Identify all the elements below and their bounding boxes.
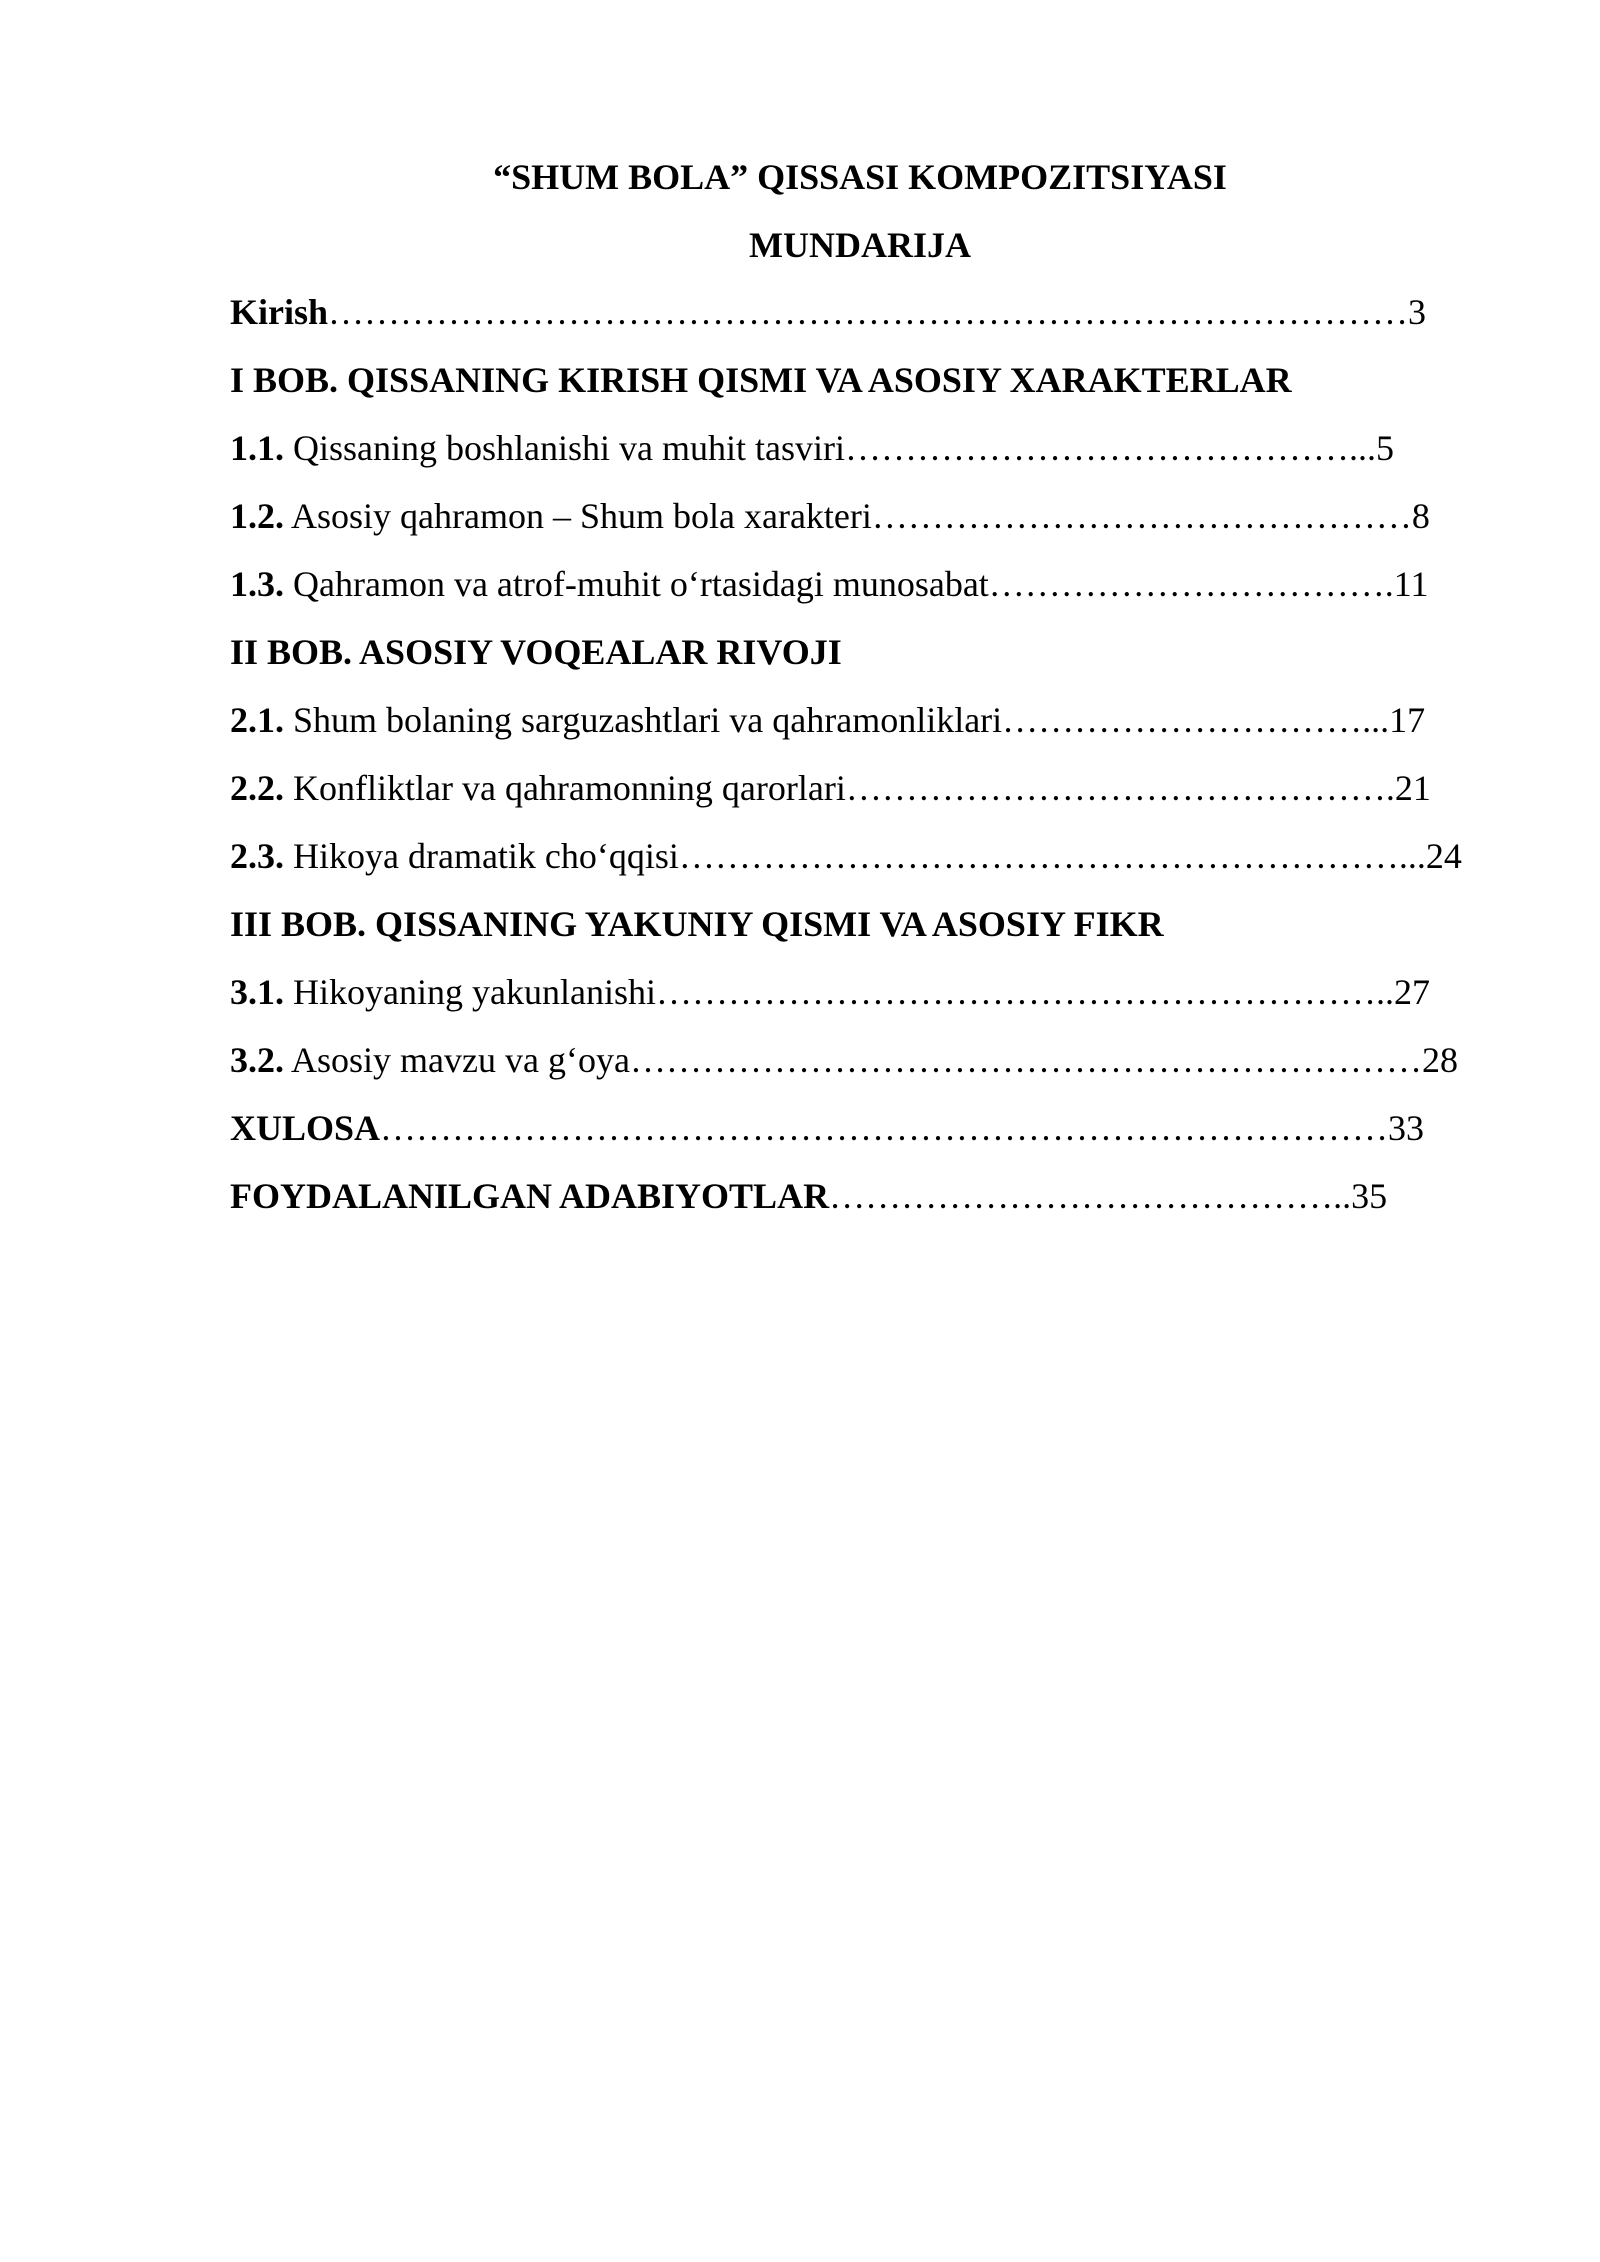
toc-page-number: 28 [1421, 1040, 1458, 1080]
toc-entry-label: Kirish [230, 292, 329, 332]
toc-entry-2-2[interactable] [230, 766, 1431, 810]
toc-page-number: 3 [1408, 292, 1427, 332]
toc-page-number: 27 [1393, 972, 1430, 1012]
toc-entry-3-2[interactable] [230, 1038, 1458, 1082]
toc-dot-leader: ……………………………………………………... [678, 836, 1426, 876]
toc-entry-text: Hikoya dramatik cho‘qqisi [284, 836, 679, 876]
toc-entry-2-1[interactable] [230, 698, 1425, 742]
toc-dot-leader: ……………………………………... [844, 428, 1376, 468]
toc-entry-2-3[interactable] [230, 834, 1462, 878]
toc-entry-label: FOYDALANILGAN ADABIYOTLAR [230, 1176, 830, 1216]
toc-entry-xulosa[interactable] [230, 1106, 1424, 1150]
toc-entry-number: 1.1. [230, 428, 284, 468]
toc-page-number: 24 [1425, 836, 1462, 876]
toc-entry-text: Qahramon va atrof-muhit o‘rtasidagi munosabat [284, 564, 989, 604]
toc-entry-number: 3.2. [230, 1040, 284, 1080]
toc-entry-text: Asosiy qahramon – Shum bola xarakteri [284, 496, 872, 536]
toc-dot-leader: ……………………………………………………………………………… [328, 292, 1409, 332]
toc-entry-number: 1.2. [230, 496, 284, 536]
toc-page-number: 17 [1389, 700, 1426, 740]
toc-chapter-2[interactable]: II BOB. ASOSIY VOQEALAR RIVOJI [230, 632, 842, 672]
toc-dot-leader: ………………………………………. [845, 768, 1395, 808]
toc-entry-1-3[interactable] [230, 562, 1428, 606]
toc-entry-text: Asosiy mavzu va g‘oya [284, 1040, 630, 1080]
toc-page-number: 5 [1375, 428, 1394, 468]
toc-entry-label: XULOSA [230, 1108, 381, 1148]
toc-entry-number: 3.1. [230, 972, 284, 1012]
toc-entry-1-1[interactable] [230, 426, 1394, 470]
toc-dot-leader: ……………………………. [988, 564, 1394, 604]
toc-entry-kirish[interactable] [230, 290, 1426, 334]
toc-entry-number: 2.3. [230, 836, 284, 876]
toc-dot-leader: ………………………………………………………… [629, 1040, 1422, 1080]
toc-page-number: 11 [1393, 564, 1429, 604]
toc-dot-leader: …………………………... [1002, 700, 1390, 740]
toc-heading: MUNDARIJA [749, 225, 971, 265]
toc-dot-leader: ……………………………………… [871, 496, 1412, 536]
toc-entry-text: Qissaning boshlanishi va muhit tasviri [284, 428, 845, 468]
toc-entry-text: Konfliktlar va qahramonning qarorlari [284, 768, 846, 808]
toc-entry-references[interactable] [230, 1174, 1387, 1218]
document-title: “SHUM BOLA” QISSASI KOMPOZITSIYASI [493, 157, 1227, 197]
toc-page-number: 8 [1411, 496, 1430, 536]
toc-entry-text: Shum bolaning sarguzashtlari va qahramonliklari [284, 700, 1003, 740]
toc-page-number: 35 [1351, 1176, 1388, 1216]
toc-dot-leader: ………………………………………………………………………… [380, 1108, 1389, 1148]
toc-entry-text: Hikoyaning yakunlanishi [284, 972, 656, 1012]
toc-chapter-3[interactable]: III BOB. QISSANING YAKUNIY QISMI VA ASOSIY FIKR [230, 904, 1164, 944]
toc-page-number: 33 [1388, 1108, 1425, 1148]
toc-entry-3-1[interactable] [230, 970, 1430, 1014]
toc-entry-number: 1.3. [230, 564, 284, 604]
toc-page-number: 21 [1394, 768, 1431, 808]
toc-entry-1-2[interactable] [230, 494, 1430, 538]
toc-chapter-1[interactable]: I BOB. QISSANING KIRISH QISMI VA ASOSIY XARAKTERLAR [230, 360, 1292, 400]
toc-dot-leader: …………………………………………………….. [655, 972, 1394, 1012]
toc-dot-leader: …………………………………….. [829, 1176, 1352, 1216]
toc-entry-number: 2.1. [230, 700, 284, 740]
toc-entry-number: 2.2. [230, 768, 284, 808]
